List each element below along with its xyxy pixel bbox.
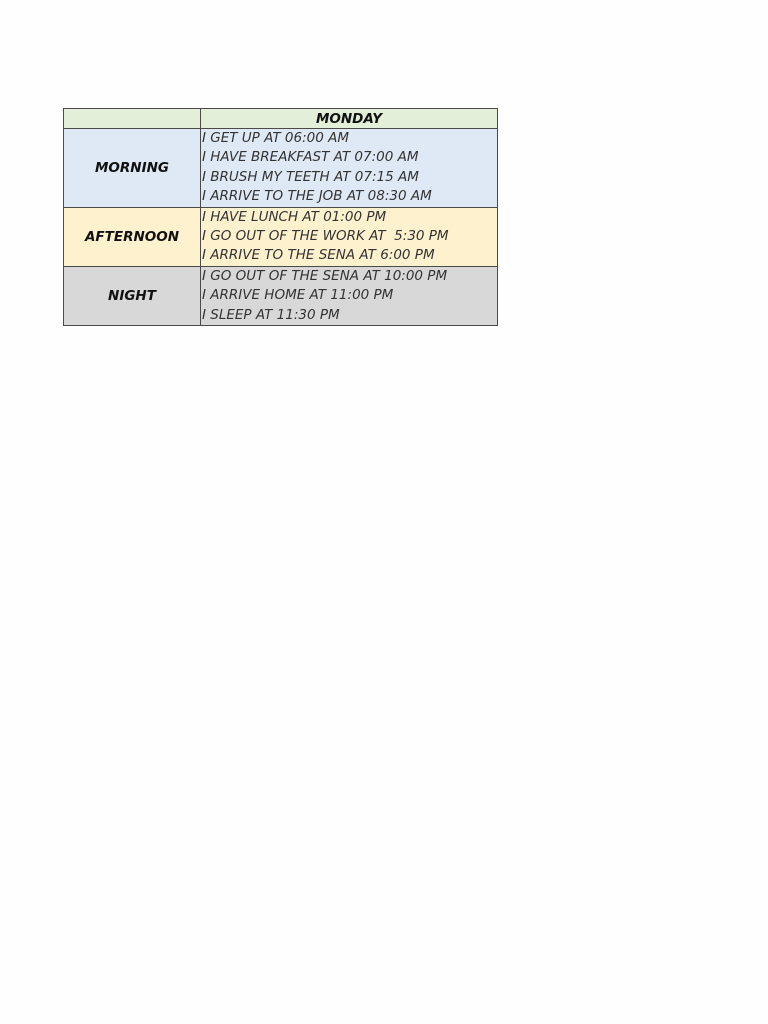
activity-line: I HAVE LUNCH AT 01:00 PM xyxy=(202,208,387,225)
activity-line: I GO OUT OF THE WORK AT 5:30 PM xyxy=(202,227,449,244)
period-cell-afternoon: AFTERNOON xyxy=(64,207,201,266)
header-empty-cell xyxy=(64,109,201,129)
table-row-afternoon xyxy=(64,207,498,266)
activity-line: I ARRIVE TO THE JOB AT 08:30 AM xyxy=(202,188,432,205)
activity-line: I HAVE BREAKFAST AT 07:00 AM xyxy=(202,149,419,166)
activity-cell-morning xyxy=(201,129,498,208)
period-cell-morning: MORNING xyxy=(64,129,201,208)
table-row-morning xyxy=(64,129,498,208)
header-day-cell: MONDAY xyxy=(201,109,498,129)
table-row-night xyxy=(64,266,498,325)
activity-line: I ARRIVE TO THE SENA AT 6:00 PM xyxy=(202,247,435,264)
activity-line: I BRUSH MY TEETH AT 07:15 AM xyxy=(202,168,419,185)
activity-line: I GO OUT OF THE SENA AT 10:00 PM xyxy=(202,267,448,284)
activity-cell-night xyxy=(201,266,498,325)
activity-line: I SLEEP AT 11:30 PM xyxy=(202,306,340,323)
activity-line: I ARRIVE HOME AT 11:00 PM xyxy=(202,287,394,304)
activity-cell-afternoon xyxy=(201,207,498,266)
period-cell-night: NIGHT xyxy=(64,266,201,325)
activity-line: I GET UP AT 06:00 AM xyxy=(202,130,349,146)
header-row xyxy=(64,109,498,129)
schedule-table xyxy=(63,108,498,326)
